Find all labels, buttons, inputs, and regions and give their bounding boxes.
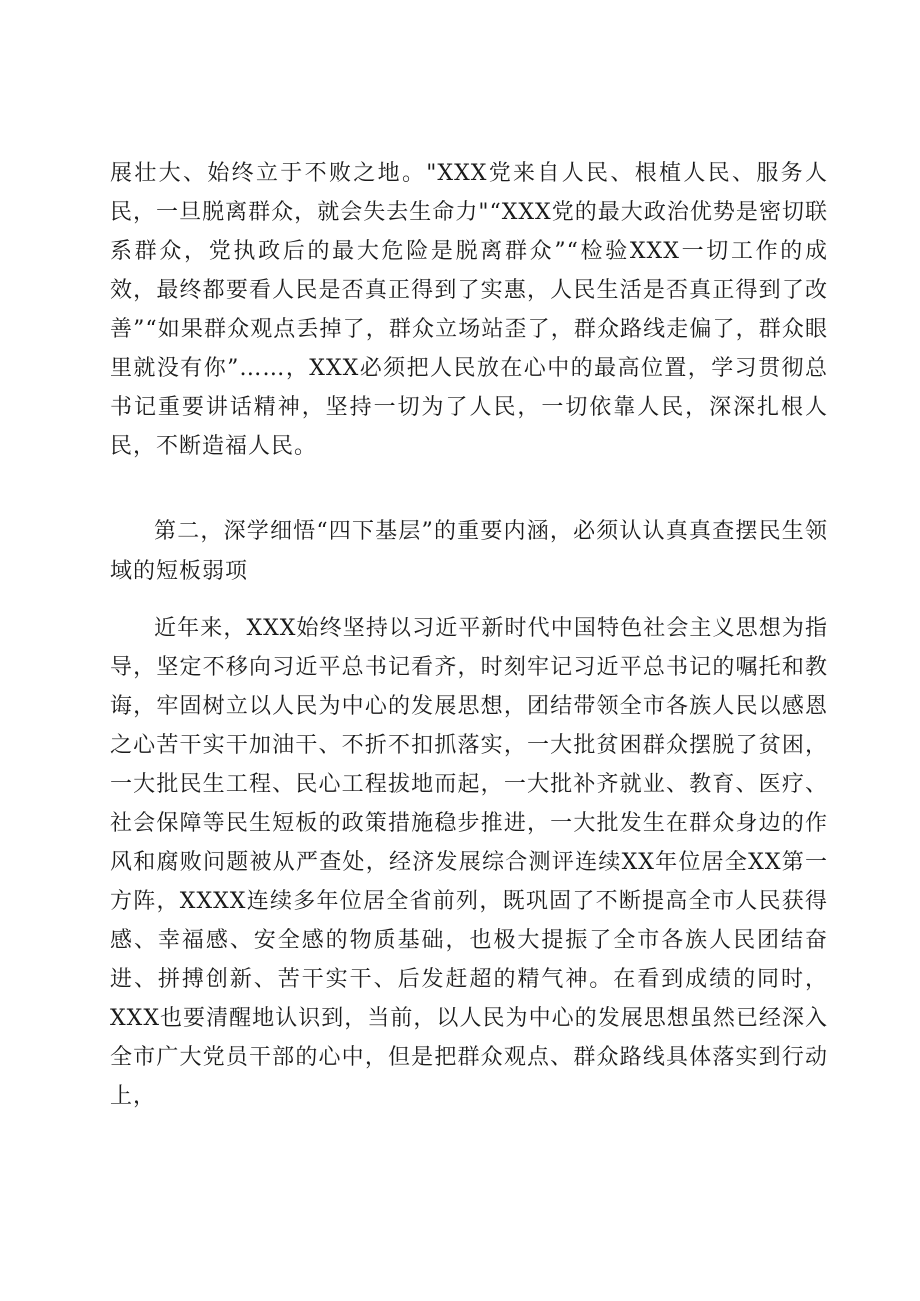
paragraph-text: 展壮大、始终立于不败之地。"XXX党来自人民、根植人民、服务人民，一旦脱离群众，就会失去生命力"“XXX党的最大政治优势是密切联系群众，党执政后的最大危险是脱离群众”“检验XXX一切工作的成效，最终都要看人民是否真正得到了实惠，人民生活是否真正得到了改善”“如果群众观点丢掉了，群众立场站歪了，群众路线走偏了，群众眼里就没有你”……，XXX必须把人民放在心中的最高位置，学习贯彻总书记重要讲话精神，坚持一切为了人民，一切依靠人民，深深扎根人民，不断造福人民。 [110, 161, 828, 459]
section-heading-text: 第二，深学细悟“四下基层”的重要内涵，必须认认真真查摆民生领域的短板弱项 [110, 519, 828, 584]
paragraph-continuation [110, 154, 828, 466]
section-heading [110, 512, 828, 592]
paragraph-text: 近年来，XXX始终坚持以习近平新时代中国特色社会主义思想为指导，坚定不移向习近平总书记看齐，时刻牢记习近平总书记的嘱托和教诲，牢固树立以人民为中心的发展思想，团结带领全市各族人民以感恩之心苦干实干加油干、不折不扣抓落实，一大批贫困群众摆脱了贫困，一大批民生工程、民心工程拔地而起，一大批补齐就业、教育、医疗、社会保障等民生短板的政策措施稳步推进，一大批发生在群众身边的作风和腐败问题被从严查处，经济发展综合测评连续XX年位居全XX第一方阵，XXXX连续多年位居全省前列，既巩固了不断提高全市人民获得感、幸福感、安全感的物质基础，也极大提振了全市各族人民团结奋进、拼搏创新、苦干实干、后发赶超的精气神。在看到成绩的同时，XXX也要清醒地认识到，当前，以人民为中心的发展思想虽然已经深入全市广大党员干部的心中，但是把群众观点、群众路线具体落实到行动上， [110, 616, 828, 1109]
paragraph-body [110, 609, 828, 1116]
